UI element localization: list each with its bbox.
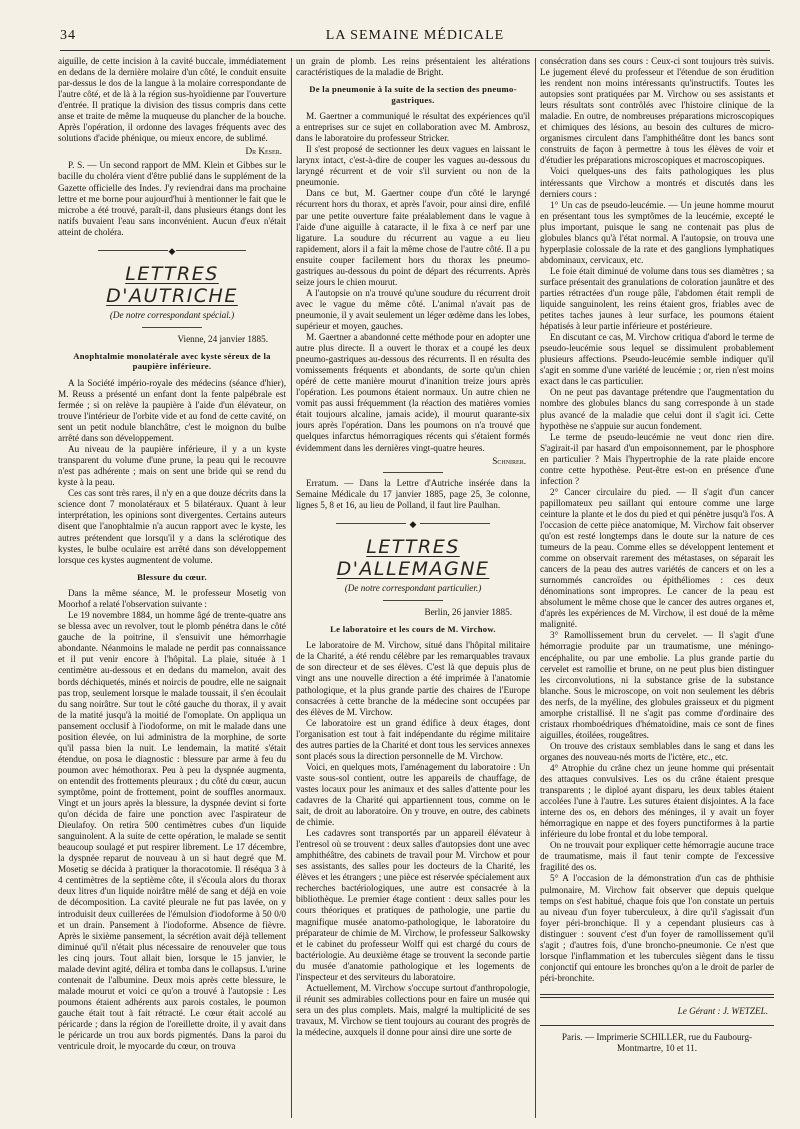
- paragraph: Dans ce but, M. Gaertner coupe d'un côté le laryngé récurrent hors du thorax, et après l'avoir, pour ainsi dire, enfilé par une petite ouverture faite préalablement dans le vague à l'aide d'une aiguille à cataracte, il le fixa à ce nerf par une ligature. La soudure du récurrent au vague a eu lieu rapidement, alors il a fait la même chose de l'autre côté. Il a pu ensuite couper facilement hors du thorax les pneumo-gastriques au-dessous du point de départ des récurrents. Après seize jours le chien mourut.: [296, 188, 530, 287]
- paragraph: 5° A l'occasion de la démonstration d'un cas de phthisie pulmonaire, M. Virchow fait observer que depuis quelque temps on s'est habitué, chaque fois que l'on constate un pertuis au niveau d'un foyer tuberculeux, à dire qu'il s'agissait d'un foyer péri-bronchique. Il y a cependant plusieurs cas à distinguer : souvent c'est d'un foyer de ramollissement qu'il s'agit ; d'autres fois, d'une broncho-pneumonie. Ce n'est que lorsque l'inflammation et les tubercules siègent dans le tissu conjonctif qui entoure les bronches qu'on a le droit de parler de péri-bronchite.: [540, 873, 774, 983]
- section-title-allemagne: LETTRES D'ALLEMAGNE: [336, 535, 490, 580]
- signature: Dr Keser.: [245, 146, 282, 157]
- paragraph: Le terme de pseudo-leucémie ne veut donc rien dire. S'agirait-il par hasard d'un empoisonnement, par le phosphore en particulier ? Mais l'hypertrophie de la rate plaide encore contre cette hypothèse. Peut-être est-on en présence d'une infection ?: [540, 431, 774, 486]
- divider: [540, 1025, 774, 1026]
- paragraph: Le foie était diminué de volume dans tous ses diamètres ; sa surface présentait des granulations de coloration jaunâtre et des parties rétractées d'un rouge pâle, l'abdomen était rempli de liquide sanguinolent, les reins étaient gros, friables avec de petites taches jaunes à leur surface, les poumons étaient hépatisés à leur partie inférieure et postérieure.: [540, 265, 774, 332]
- paragraph: Au niveau de la paupière inférieure, il y a un kyste transparent du volume d'une prune, la peau qui le recouvre n'est pas adhérente ; mais on sent une bride qui se rend du kyste à la peau.: [58, 444, 286, 488]
- paragraph: Les cadavres sont transportés par un appareil élévateur à l'entresol où se trouvent : deux salles d'autopsies dont une avec amphithéâtre, des cabinets de travail pour M. Virchow et pour ses assistants, des salles pour les docteurs de la Charité, les élèves et les étrangers ; une pièce est réservée spécialement aux recherches bactériologiques, une autre est consacrée à la bibliothèque. Le premier étage contient : deux salles pour les cours théoriques et pratiques de pathologie, une partie du magnifique musée anatomo-pathologique, le laboratoire du préparateur de chimie de M. Virchow, le professeur Salkowsky et le cabinet du professeur Wolff qui est chargé du cours de bactériologie. Au deuxième étage se trouvent la seconde partie du musée d'anatomie pathologique et les logements de l'inspecteur et des serviteurs du laboratoire.: [296, 828, 530, 982]
- closing-rule: [540, 994, 774, 998]
- dateline: Vienne, 24 janvier 1885.: [177, 333, 268, 344]
- paragraph: 3° Ramollissement brun du cervelet. — Il s'agit d'une hémorragie produite par un traumatisme, une méningo-encéphalite, ou par une embolie. La plus grande partie du cervelet est ramollie et brune, on ne peut plus bien distinguer les circonvolutions, ni la substance grise de la substance blanche. Sous le microscope, on voit non seulement les débris des nerfs, de la myéline, des globules graisseux et du pigment amorphe cristallisé. Il ne s'agit pas comme d'ordinaire des cristaux rhomboédriques d'hématoïdine, mais ce sont de fines aiguilles, étoilées, rougeâtres.: [540, 630, 774, 740]
- paragraph: un grain de plomb. Les reins présentaient les altérations caractéristiques de la maladie de Bright.: [296, 56, 530, 78]
- signature: Schnirer.: [492, 455, 526, 466]
- paragraph: En discutant ce cas, M. Virchow critiqua d'abord le terme de pseudo-leucémie sous lequel se dissimulent probablement plusieurs affections. Pseudo-leucémie semble indiquer qu'il s'agit en somme d'une variété de leucémie ; or, rien n'est moins exact dans le cas particulier.: [540, 332, 774, 387]
- section-ornament: ◆: [58, 246, 286, 255]
- paragraph: 4° Atrophie du crâne chez un jeune homme qui présentait des attaques convulsives. Les os du crâne étaient presque transparents ; le diploé ayant disparu, les deux tables étaient accolées l'une à l'autre. Les sutures étaient disjointes. A la face interne des os, en dehors des méninges, il y avait un foyer hémorragique en nappe et des foyers punctiformes à la partie inférieure du lobe frontal et du lobe temporal.: [540, 763, 774, 840]
- postscript: P. S. — Un second rapport de MM. Klein et Gibbes sur le bacille du choléra vient d'être publié dans le supplément de la Gazette officielle des Indes. J'y reviendrai dans ma prochaine lettre et me borne pour aujourd'hui à mentionner le fait que le microbe a été trouvé, paraît-il, dans plusieurs étangs dont les natifs buvaient l'eau sans inconvénient. Aucun d'eux n'était atteint de choléra.: [58, 160, 286, 237]
- paragraph: consécration dans ses cours : Ceux-ci sont toujours très suivis. Le jugement élevé du professeur et l'étendue de son érudition les rendent non moins intéressants qu'instructifs. Toutes les autopsies sont pratiquées par M. Virchow ou ses assistants et leurs résultats sont contrôlés avec l'histoire clinique de la maladie. En outre, de nombreuses préparations microscopiques et chimiques des lésions, au besoin des cultures de micro-organismes circulent dans l'amphithéâtre dont les bancs sont construits de façon à permettre à tous les élèves de voir et d'étudier les préparations microscopiques et macroscopiques.: [540, 56, 774, 166]
- journal-title: LA SEMAINE MÉDICALE: [325, 28, 505, 43]
- paragraph: M. Gaertner a communiqué le résultat des expériences qu'il a entreprises sur ce sujet en collaboration avec M. Ambrosz, dans le laboratoire du professeur Stricker.: [296, 111, 530, 144]
- paragraph: A l'autopsie on n'a trouvé qu'une soudure du récurrent droit avec le vague du même côté. L'animal n'avait pas de pneumonie, il y avait seulement un léger œdème dans les lobes, supérieur et moyen, gauches.: [296, 287, 530, 331]
- subheading: De la pneumonie à la suite de la section des pneumo-gastriques.: [309, 84, 517, 105]
- paragraph: A la Société império-royale des médecins (séance d'hier), M. Reuss a présenté un enfant dont la fente palpébrale est fermée ; si on relève la paupière à l'aide d'un élévateur, on trouve l'intérieur de l'orbite vide et au fond de cette cavité, on sent un petit nodule blanchâtre, c'est le moignon du bulbe arrêté dans son développement.: [58, 377, 286, 444]
- column-2: [296, 56, 530, 1118]
- column-rule-right: [535, 58, 536, 1118]
- section-title-autriche: LETTRES D'AUTRICHE: [106, 262, 238, 307]
- paragraph: Le laboratoire de M. Virchow, situé dans l'hôpital militaire de la Charité, a été rendu célèbre par les remarquables travaux de son directeur et de ses élèves. C'est là que depuis plus de vingt ans une nouvelle direction a été imprimée à l'anatomie pathologique, et la plus grande partie des chaires de l'Europe consacrées à cette branche de la médecine sont occupées par des élèves de M. Virchow.: [296, 640, 530, 717]
- divider: [142, 327, 202, 328]
- column-rule-left: [291, 58, 292, 1118]
- page-number: 34: [60, 28, 76, 43]
- column-1: [58, 56, 286, 1118]
- printer-imprint: Paris. — Imprimerie SCHILLER, rue du Faubourg-Montmartre, 10 et 11.: [561, 1031, 753, 1054]
- page-header: [60, 28, 770, 51]
- paragraph: Le 19 novembre 1884, un homme âgé de trente-quatre ans se blessa avec un revolver, tout le plomb pénétra dans le côté gauche de la poitrine, il s'ensuivit une hémorrhagie abondante. Néanmoins le malade ne perdit pas connaissance et il put venir encore à l'hôpital. La plaie, située à 1 centimètre au-dessous et en dedans du mamelon, avait des bords déchiquetés, minés et noircis de poudre, elle ne saignait pas trop, seulement lorsque le malade toussait, il s'en écoulait du sang noirâtre. Sur tout le côté gauche du thorax, il y avait de la matité jusqu'à la moitié de l'omoplate. On appliqua un pansement occlusif à l'iodoforme, on mit le malade dans une position élevée, on lui administra de la morphine, de sorte qu'il passa bien la nuit. Le lendemain, la matité s'était étendue, on posa le diagnostic : blessure par arme à feu du poumon avec hémothorax. Peu à peu la dyspnée augmenta, on entendit des frottements pleuraux ; du côté du cœur, aucun symptôme, point de frottement, point de souffles anormaux. Vingt et un jours après la blessure, la dyspnée devint si forte qu'on décida de faire une ponction avec l'aspirateur de Dieulafoy. On retira 500 centimètres cubes d'un liquide sanguinolent. A la suite de cette opération, le malade se sentit beaucoup soulagé et put respirer librement. Le 17 décembre, la dyspnée reparut de nouveau à un si haut degré que M. Mosetig se décida à pratiquer la thoracotomie. Il réséqua 3 à 4 centimètres de la septième côte, il s'écoula alors du thorax deux litres d'un liquide noirâtre mêlé de sang et déjà en voie de décomposition. La cavité pleurale ne fut pas lavée, on y introduisit deux cuillerées de l'émulsion d'iodoforme à 50 0/0 et un drain. Pansement à l'iodoforme. Absence de fièvre. Après le sixième pansement, la sécrétion avait déjà tellement diminué qu'il n'était plus nécessaire de renouveler que tous les cinq jours. Tout allait bien, lorsque le 15 janvier, le malade devint agité, délira et tomba dans le collapsus. L'urine contenait de l'albumine. Deux mois après cette blessure, le malade mourut et voici ce qu'on a trouvé à l'autopsie : Les poumons étaient adhérents aux parois costales, le poumon gauche était tout à fait rétracté. Le cœur était accolé au péricarde ; dans la région de l'oreillette droite, il y avait dans le péricarde un trou aux bords pigmentés. Dans la paroi du ventricule droit, le myocarde du cœur, on trouva: [58, 610, 286, 1052]
- paragraph: On ne peut pas davantage prétendre que l'augmentation du nombre des globules blancs du sang corresponde à un stade plus avancé de la maladie que celui dont il s'agit ici. Cette hypothèse ne s'appuie sur aucun fondement.: [540, 387, 774, 431]
- divider: [383, 600, 443, 601]
- column-3: [540, 56, 774, 1118]
- paragraph: 2° Cancer circulaire du pied. — Il s'agit d'un cancer papillomateux peu saillant qui entoure comme une large ceinture la plante et le dos du pied et qui pénètre jusqu'à l'os. A l'occasion de cette pièce anatomique, M. Virchow fait observer qu'on est resté longtemps dans le doute sur la nature de ces tumeurs de la peau. Comme elles se développent lentement et comme on observait rarement des métastases, on séparait les cancers de la peau des autres variétés de cancers et on les a surnommés cancroïdes ou épithéliomes : ces deux dénominations sont impropres. Le cancer de la peau est absolument le même chose que le cancer des autres organes et, d'après les expériences de M. Virchow, il est doué de la même malignité.: [540, 486, 774, 630]
- dateline: Berlin, 26 janvier 1885.: [424, 606, 512, 617]
- paragraph: Dans la même séance, M. le professeur Mosetig von Moorhof a relaté l'observation suivante :: [58, 588, 286, 610]
- section-ornament: ◆: [296, 519, 530, 528]
- subheading: Le laboratoire et les cours de M. Virchow.: [330, 623, 496, 634]
- section-subtitle: (De notre correspondant particulier.): [344, 582, 482, 593]
- paragraph: M. Gaertner a abandonné cette méthode pour en adopter une autre plus directe. Il a ouvert le thorax et a coupé les deux pneumo-gastriques au-dessous des récurrents. Il en résulta des vomissements fréquents et abondants, de sorte qu'un chien opéré de cette manière mourut d'inanition treize jours après l'opération. Les poumons étaient normaux. Un autre chien ne vomit pas aussi fréquemment (la réaction des matières vomies était toujours alcaline, jamais acide), il mourut quarante-six jours après l'opération. Dans les poumons on n'a trouvé que quelques infarctus hémorragiques récents qui s'étaient formés évidemment dans les dernières vingt-quatre heures.: [296, 332, 530, 453]
- gerant-line: Le Gérant : J. WETZEL.: [677, 1005, 768, 1016]
- paragraph: aiguille, de cette incision à la cavité buccale, immédiatement en dedans de la dernière molaire d'un côté, le conduit ensuite par-dessus le dos de la langue à la molaire correspondante de l'autre côté, et de là à la région sus-hyoïdienne par l'ouverture d'entrée. Il pratique la division des tissus compris dans cette anse et traite de même la muqueuse du plancher de la bouche. Après l'opération, il ordonne des lavages fréquents avec des solutions d'acide phénique, ou mieux encore, de sublimé.: [58, 56, 286, 144]
- paragraph: Actuellement, M. Virchow s'occupe surtout d'anthropologie, il réunit ses admirables collections pour en faire un musée qui sera un des plus complets. Mais, malgré la multiplicité de ses travaux, M. Virchow se tient toujours au courant des progrès de la médecine, auxquels il donne pour ainsi dire une sorte de: [296, 982, 530, 1037]
- paragraph: 1° Un cas de pseudo-leucémie. — Un jeune homme mourut en présentant tous les symptômes de la leucémie, excepté le plus important, puisque le sang ne contenait pas plus de globules blancs qu'à l'état normal. A l'autopsie, on trouva une hyperplasie colossale de la rate et des ganglions lymphatiques abdominaux, cervicaux, etc.: [540, 199, 774, 265]
- paragraph: On ne trouvait pour expliquer cette hémorragie aucune trace de traumatisme, mais il faut tenir compte de l'excessive fragilité des os.: [540, 840, 774, 873]
- paragraph: Voici, en quelques mots, l'aménagement du laboratoire : Un vaste sous-sol contient, outre les appareils de chauffage, de vastes locaux pour les animaux et des salles d'attente pour les cadavres de la Charité qui appartiennent tous, comme on le sait, de droit au laboratoire. On y trouve, en outre, des cabinets de chimie.: [296, 761, 530, 828]
- paragraph: Il s'est proposé de sectionner les deux vagues en laissant le larynx intact, c'est-à-dire de couper les vagues au-dessous du laryngé récurrent et de voir s'il survient ou non de la pneumonie.: [296, 144, 530, 188]
- erratum: Erratum. — Dans la Lettre d'Autriche insérée dans la Semaine Médicale du 17 janvier 1885, page 25, 3e colonne, lignes 5, 8 et 16, au lieu de Polland, il faut lire Paulhan.: [296, 477, 530, 510]
- subheading: Blessure du cœur.: [137, 571, 207, 582]
- paragraph: Ce laboratoire est un grand édifice à deux étages, dont l'organisation est tout à fait indépendante du régime militaire des autres parties de la Charité et dont tous les services annexes sont placés sous la direction personnelle de M. Virchow.: [296, 717, 530, 761]
- divider: [383, 472, 443, 473]
- paragraph: Ces cas sont très rares, il n'y en a que douze décrits dans la science dont 7 monolatéraux et 5 bilatéraux. Quant à leur interprétation, les opinions sont divergentes. Certains auteurs disent que l'anophtalmie n'a aucun rapport avec le kyste, les autres prétendent que lorsqu'il y a dans la sclérotique des kystes, le bulbe oculaire est arrêté dans son développement lorsque ces kystes augmentent de volume.: [58, 488, 286, 565]
- subheading: Anophtalmie monolatérale avec kyste séreux de la paupière inférieure.: [73, 350, 271, 372]
- paragraph: On trouve des cristaux semblables dans le sang et dans les organes des nouveau-nés morts de l'ictère, etc., etc.: [540, 740, 774, 762]
- paragraph: Voici quelques-uns des faits pathologiques les plus intéressants que Virchow a montrés et discutés dans les derniers cours :: [540, 166, 774, 199]
- section-subtitle: (De notre correspondant spécial.): [109, 309, 235, 320]
